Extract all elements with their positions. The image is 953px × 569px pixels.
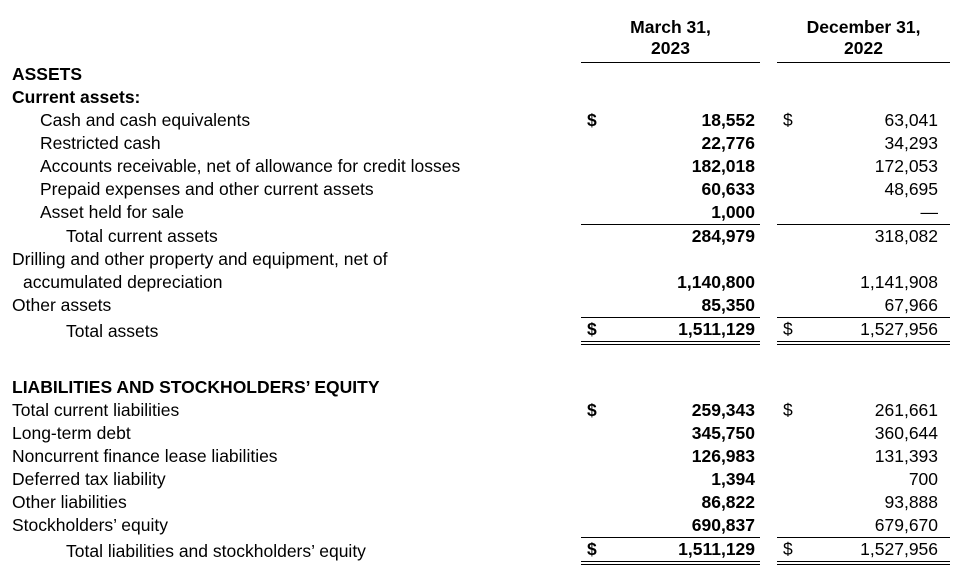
balance-sheet-table xyxy=(0,17,950,565)
row-label: Asset held for sale xyxy=(40,202,184,222)
header-label-spacer xyxy=(0,17,581,63)
column-gap xyxy=(760,317,777,343)
dollar-sign-2022 xyxy=(777,468,801,491)
table-row xyxy=(0,491,950,514)
dollar-sign-2022 xyxy=(777,271,801,294)
amount-2023: 126,983 xyxy=(691,445,756,466)
table-row xyxy=(0,271,950,294)
dollar-sign-2023 xyxy=(581,294,605,318)
dollar-sign-2022 xyxy=(777,294,801,318)
section-spacer-row xyxy=(0,343,950,376)
dollar-sign-2023 xyxy=(581,468,605,491)
column-gap xyxy=(760,514,777,538)
table-row xyxy=(0,422,950,445)
column-gap xyxy=(760,445,777,468)
amount-2022: 172,053 xyxy=(874,155,939,176)
table-row xyxy=(0,132,950,155)
dollar-sign-2023 xyxy=(581,178,605,201)
amount-2022: 48,695 xyxy=(884,178,939,199)
balance-sheet-body xyxy=(0,63,950,563)
dollar-sign-2022 xyxy=(777,248,801,271)
dollar-sign-2023 xyxy=(581,248,605,271)
column-gap xyxy=(760,422,777,445)
dollar-sign-2023 xyxy=(581,376,605,399)
row-label: Accounts receivable, net of allowance for credit losses xyxy=(40,155,461,176)
dollar-sign-2023 xyxy=(581,271,605,294)
table-row xyxy=(0,445,950,468)
column-gap xyxy=(760,224,777,248)
row-label: Long-term debt xyxy=(12,422,131,443)
dollar-sign-2022 xyxy=(777,422,801,445)
amount-2023: 1,394 xyxy=(711,468,756,489)
dollar-sign-2022 xyxy=(777,201,801,225)
amount-2023: 1,511,129 xyxy=(605,317,760,343)
dollar-sign-2023 xyxy=(581,86,605,109)
dollar-sign-2022 xyxy=(777,63,801,86)
table-row xyxy=(0,109,950,132)
table-row xyxy=(0,514,950,538)
column-header-2022 xyxy=(777,17,950,63)
column-header-2022-line1: December 31, xyxy=(806,17,921,37)
row-label: Total current assets xyxy=(66,225,218,246)
row-label: Current assets: xyxy=(12,86,141,107)
dollar-sign-2022 xyxy=(777,86,801,109)
column-gap xyxy=(760,17,777,63)
dollar-sign-2023 xyxy=(581,63,605,86)
amount-2022 xyxy=(801,86,950,109)
dollar-sign-2023 xyxy=(581,514,605,538)
dollar-sign-2023: $ xyxy=(581,537,605,563)
column-gap xyxy=(760,248,777,271)
column-gap xyxy=(760,537,777,563)
amount-2022 xyxy=(801,248,950,271)
row-label: Prepaid expenses and other current assets xyxy=(40,178,374,199)
dollar-sign-2022 xyxy=(777,491,801,514)
row-label: Restricted cash xyxy=(40,132,161,153)
dollar-sign-2022 xyxy=(777,178,801,201)
column-header-2022-line2: 2022 xyxy=(844,38,883,58)
amount-2022 xyxy=(801,63,950,86)
row-label: LIABILITIES AND STOCKHOLDERS’ EQUITY xyxy=(12,376,380,397)
column-header-2023 xyxy=(581,17,760,63)
dollar-sign-2022 xyxy=(777,155,801,178)
amount-2023: 690,837 xyxy=(605,514,760,538)
row-label: Total liabilities and stockholders’ equity xyxy=(66,540,366,561)
dollar-sign-2023 xyxy=(581,132,605,155)
amount-2022: — xyxy=(801,201,950,225)
row-label: Other assets xyxy=(12,295,112,315)
table-row xyxy=(0,155,950,178)
amount-2023 xyxy=(605,376,760,399)
amount-2022: 318,082 xyxy=(874,225,939,246)
table-row xyxy=(0,248,950,271)
amount-2022: 1,141,908 xyxy=(860,271,939,292)
dollar-sign-2022 xyxy=(777,445,801,468)
dollar-sign-2022: $ xyxy=(777,537,801,563)
dollar-sign-2022: $ xyxy=(783,399,793,420)
spacer-cell xyxy=(0,343,950,376)
column-gap xyxy=(760,178,777,201)
dollar-sign-2022: $ xyxy=(783,109,793,130)
column-gap xyxy=(760,468,777,491)
dollar-sign-2022 xyxy=(777,132,801,155)
amount-2022: 360,644 xyxy=(874,422,939,443)
table-row xyxy=(0,537,950,563)
dollar-sign-2023: $ xyxy=(587,399,597,420)
table-row xyxy=(0,63,950,86)
column-gap xyxy=(760,132,777,155)
amount-2023: 85,350 xyxy=(605,294,760,318)
column-gap xyxy=(760,399,777,422)
column-header-2023-line1: March 31, xyxy=(630,17,711,37)
column-gap xyxy=(760,109,777,132)
dollar-sign-2022 xyxy=(777,514,801,538)
amount-2023: 60,633 xyxy=(701,178,756,199)
amount-2023: 182,018 xyxy=(691,155,756,176)
dollar-sign-2022 xyxy=(777,376,801,399)
row-label: Total current liabilities xyxy=(12,399,180,420)
amount-2022: 679,670 xyxy=(801,514,950,538)
column-header-row xyxy=(0,17,950,63)
column-gap xyxy=(760,491,777,514)
amount-2022: 1,527,956 xyxy=(801,317,950,343)
column-gap xyxy=(760,86,777,109)
amount-2022: 261,661 xyxy=(874,399,939,420)
amount-2023 xyxy=(605,248,760,271)
dollar-sign-2023: $ xyxy=(587,109,597,130)
table-row xyxy=(0,201,950,225)
amount-2023: 86,822 xyxy=(701,491,756,512)
dollar-sign-2023 xyxy=(581,445,605,468)
dollar-sign-2023 xyxy=(581,224,605,248)
table-row xyxy=(0,376,950,399)
column-gap xyxy=(760,155,777,178)
row-label: Drilling and other property and equipment, net of xyxy=(12,248,388,269)
row-label: ASSETS xyxy=(12,63,83,84)
amount-2023 xyxy=(605,63,760,86)
amount-2022: 700 xyxy=(908,468,939,489)
table-row xyxy=(0,294,950,318)
dollar-sign-2022: $ xyxy=(777,317,801,343)
table-row xyxy=(0,399,950,422)
amount-2022: 93,888 xyxy=(884,491,939,512)
amount-2022: 34,293 xyxy=(884,132,939,153)
row-label: Total assets xyxy=(66,320,159,341)
dollar-sign-2023 xyxy=(581,491,605,514)
dollar-sign-2023 xyxy=(581,201,605,225)
dollar-sign-2022 xyxy=(777,224,801,248)
column-gap xyxy=(760,376,777,399)
amount-2023: 1,140,800 xyxy=(677,271,756,292)
column-header-2023-line2: 2023 xyxy=(651,38,690,58)
row-label: Deferred tax liability xyxy=(12,468,166,489)
amount-2022: 67,966 xyxy=(801,294,950,318)
amount-2023 xyxy=(605,86,760,109)
amount-2023: 22,776 xyxy=(701,132,756,153)
dollar-sign-2023: $ xyxy=(581,317,605,343)
row-label: Cash and cash equivalents xyxy=(40,109,251,130)
row-label: Stockholders’ equity xyxy=(12,515,168,535)
amount-2023: 259,343 xyxy=(691,399,756,420)
table-row xyxy=(0,86,950,109)
table-row xyxy=(0,178,950,201)
amount-2022: 131,393 xyxy=(874,445,939,466)
column-gap xyxy=(760,201,777,225)
dollar-sign-2023 xyxy=(581,422,605,445)
table-row xyxy=(0,317,950,343)
amount-2023: 18,552 xyxy=(701,109,756,130)
table-row xyxy=(0,224,950,248)
amount-2023: 1,511,129 xyxy=(605,537,760,563)
row-label: accumulated depreciation xyxy=(23,271,223,292)
amount-2022: 63,041 xyxy=(884,109,939,130)
amount-2022 xyxy=(801,376,950,399)
table-row xyxy=(0,468,950,491)
column-gap xyxy=(760,63,777,86)
column-gap xyxy=(760,271,777,294)
amount-2022: 1,527,956 xyxy=(801,537,950,563)
amount-2023: 284,979 xyxy=(691,225,756,246)
amount-2023: 345,750 xyxy=(691,422,756,443)
amount-2023: 1,000 xyxy=(605,201,760,225)
dollar-sign-2023 xyxy=(581,155,605,178)
row-label: Noncurrent finance lease liabilities xyxy=(12,445,278,466)
row-label: Other liabilities xyxy=(12,491,127,512)
column-gap xyxy=(760,294,777,318)
